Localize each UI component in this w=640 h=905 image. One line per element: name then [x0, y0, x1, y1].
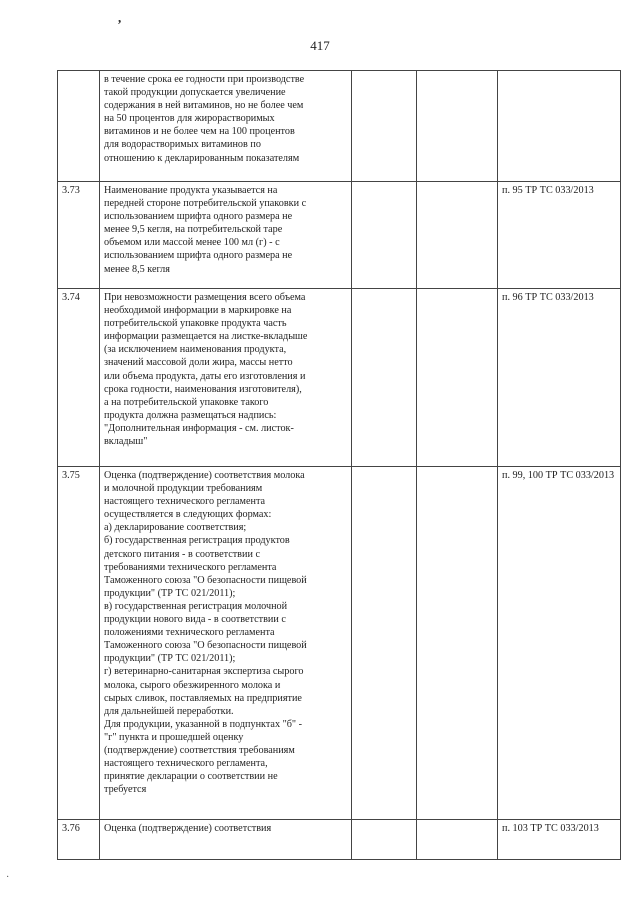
- page-number: 417: [310, 38, 330, 53]
- empty-cell: [352, 182, 417, 289]
- empty-cell: [417, 182, 498, 289]
- requirement-text: Оценка (подтверждение) соответствия: [100, 820, 352, 860]
- row-number: 3.75: [58, 467, 100, 820]
- row-number: 3.76: [58, 820, 100, 860]
- reference: [498, 71, 621, 182]
- reference: п. 103 ТР ТС 033/2013: [498, 820, 621, 860]
- requirement-text: Наименование продукта указывается на передней стороне потребительской упаковки с использованием шрифта одного размера не менее 9,5 кегля, на потребительской таре объемом или массой менее 100 мл (г) - с использованием шрифта одного размера не менее 8,5 кегля: [100, 182, 352, 289]
- table-row: [58, 289, 621, 467]
- empty-cell: [417, 820, 498, 860]
- row-number: 3.73: [58, 182, 100, 289]
- empty-cell: [352, 820, 417, 860]
- empty-cell: [417, 71, 498, 182]
- empty-cell: [417, 289, 498, 467]
- reference: п. 96 ТР ТС 033/2013: [498, 289, 621, 467]
- empty-cell: [352, 467, 417, 820]
- table-row: [58, 71, 621, 182]
- table-row: [58, 467, 621, 820]
- empty-cell: [352, 289, 417, 467]
- page-mark: ,: [118, 10, 122, 25]
- empty-cell: [352, 71, 417, 182]
- table-row: [58, 820, 621, 860]
- reference: п. 95 ТР ТС 033/2013: [498, 182, 621, 289]
- row-number: [58, 71, 100, 182]
- reference: п. 99, 100 ТР ТС 033/2013: [498, 467, 621, 820]
- requirement-text: Оценка (подтверждение) соответствия молока и молочной продукции требованиям настоящего технического регламента осуществляется в следующих формах: а) декларирование соответствия; б) государственная регистрация продуктов детского питания - в соответствии с требованиями технического регламента Таможенного союза "О безопасности пищевой продукции" (ТР ТС 021/2011); в) государственная регистрация молочной продукции нового вида - в соответствии с положениями технического регламента Таможенного союза "О безопасности пищевой продукции" (ТР ТС 021/2011); г) ветеринарно-санитарная экспертиза сырого молока, сырого обезжиренного молока и сырых сливок, поставляемых на предприятие для дальнейшей переработки. Для продукции, указанной в подпунктах "б" - "г" пункта и прошедшей оценку (подтверждение) соответствия требованиям настоящего технического регламента, принятие декларации о соответствии не требуется: [100, 467, 352, 820]
- requirements-table: [57, 70, 621, 860]
- requirement-text: в течение срока ее годности при производстве такой продукции допускается увеличение содержания в ней витаминов, но не более чем на 50 процентов для жирорастворимых витаминов и не более чем на 100 процентов для водорастворимых витаминов по отношению к декларированным показателям: [100, 71, 352, 182]
- table-row: [58, 182, 621, 289]
- row-number: 3.74: [58, 289, 100, 467]
- requirement-text: При невозможности размещения всего объема необходимой информации в маркировке на потребительской упаковке продукта часть информации размещается на листке-вкладыше (за исключением наименования продукта, значений массовой доли жира, массы нетто или объема продукта, даты его изготовления и срока годности, наименования изготовителя), а на потребительской упаковке такого продукта должна размещаться надпись: "Дополнительная информация - см. листок- вкладыш": [100, 289, 352, 467]
- margin-mark: ·: [6, 872, 10, 883]
- empty-cell: [417, 467, 498, 820]
